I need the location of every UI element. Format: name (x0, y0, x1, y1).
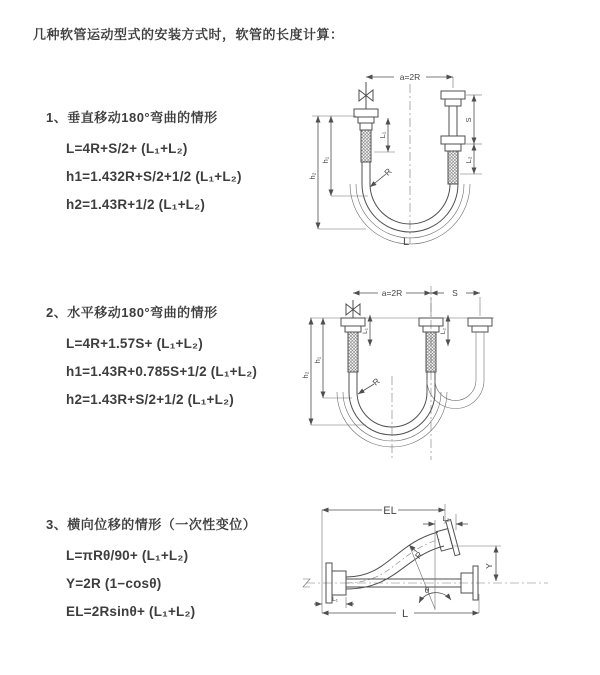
dim-y (453, 546, 501, 581)
formula-line: Y=2R (1−cosθ) (66, 576, 162, 591)
dim-l2 (423, 514, 468, 524)
section-heading: 1、垂直移动180°弯曲的情形 (46, 110, 218, 125)
dim-s (431, 288, 480, 316)
dim-l1 (374, 118, 395, 152)
radius-leader (358, 376, 382, 394)
dim-l1 (362, 315, 370, 346)
diagram-lateral-displacement (298, 496, 598, 661)
dim-label-l-total: L (402, 236, 410, 248)
section-vertical-180 (46, 107, 306, 219)
formula-line: L=4R+1.57S+ (L₁+L₂) (66, 336, 203, 351)
right-hose-connector-phantom (468, 318, 492, 380)
dim-label-l1: L₁ (378, 131, 387, 139)
radius-leader (370, 166, 394, 187)
valve-icon (359, 82, 373, 109)
dim-label-l2: L₂ (440, 327, 447, 335)
section-heading: 2、水平移动180°弯曲的情形 (46, 305, 218, 320)
dim-el (322, 505, 445, 517)
dim-s (464, 95, 482, 144)
dim-h2 (308, 116, 366, 229)
dim-l (322, 608, 479, 620)
dim-label-l1: L₁ (332, 596, 338, 603)
right-hose-connector (441, 91, 465, 184)
dim-label-theta: θ (424, 585, 430, 595)
dim-h1 (313, 318, 352, 398)
dim-l2 (440, 315, 448, 346)
dim-label-y: Y (484, 563, 494, 569)
valve-icon (346, 300, 360, 318)
dim-l2 (460, 144, 482, 174)
dim-label-h2: h₂ (301, 371, 310, 379)
shifted-u-bend-hose (427, 380, 484, 409)
dim-label-h1: h₁ (321, 156, 330, 164)
dim-label-r: R (412, 549, 425, 561)
formula-line: h2=1.43R+S/2+1/2 (L₁+L₂) (66, 392, 234, 407)
dim-a-2r (353, 288, 431, 298)
section-heading: 3、横向位移的情形（一次性变位） (46, 517, 257, 532)
left-hose-connector (354, 109, 378, 184)
dim-label-h2: h₂ (308, 172, 317, 180)
dim-l1 (314, 596, 354, 608)
dim-label-el: EL (383, 505, 397, 517)
s-curve-hose (346, 532, 444, 589)
section-horizontal-180 (46, 302, 306, 414)
dim-label-r: R (382, 166, 394, 178)
dim-label-l1: L₁ (362, 328, 369, 334)
dim-label-a2r: a=2R (399, 72, 421, 82)
diagram-vertical-180-bend (298, 64, 598, 269)
formula-line: L=πRθ/90+ (L₁+L₂) (66, 548, 189, 563)
formula-line: h1=1.432R+S/2+1/2 (L₁+L₂) (66, 169, 242, 184)
dim-label-a2r: a=2R (381, 288, 403, 298)
dim-label-s: S (452, 288, 458, 298)
diagram-horizontal-180-bend (298, 280, 598, 475)
dim-label-s: S (464, 117, 473, 123)
dim-label-r: R (370, 375, 382, 388)
radius-leader (409, 545, 435, 609)
dim-label-h1: h₁ (313, 356, 322, 364)
formula-line: L=4R+S/2+ (L₁+L₂) (66, 141, 188, 156)
formula-line: EL=2Rsinθ+ (L₁+L₂) (66, 604, 196, 619)
section-lateral-displacement (46, 514, 306, 626)
formula-line: h1=1.43R+0.785S+1/2 (L₁+L₂) (66, 364, 258, 379)
dim-a-2r (366, 72, 453, 88)
dim-label-l: L (401, 608, 409, 620)
page-title: 几种软管运动型式的安装方式时，软管的长度计算： (33, 27, 344, 42)
dim-label-l2: L₂ (464, 156, 473, 164)
dim-label-l2: L₂ (442, 514, 450, 523)
formula-line: h2=1.43R+1/2 (L₁+L₂) (66, 197, 206, 212)
